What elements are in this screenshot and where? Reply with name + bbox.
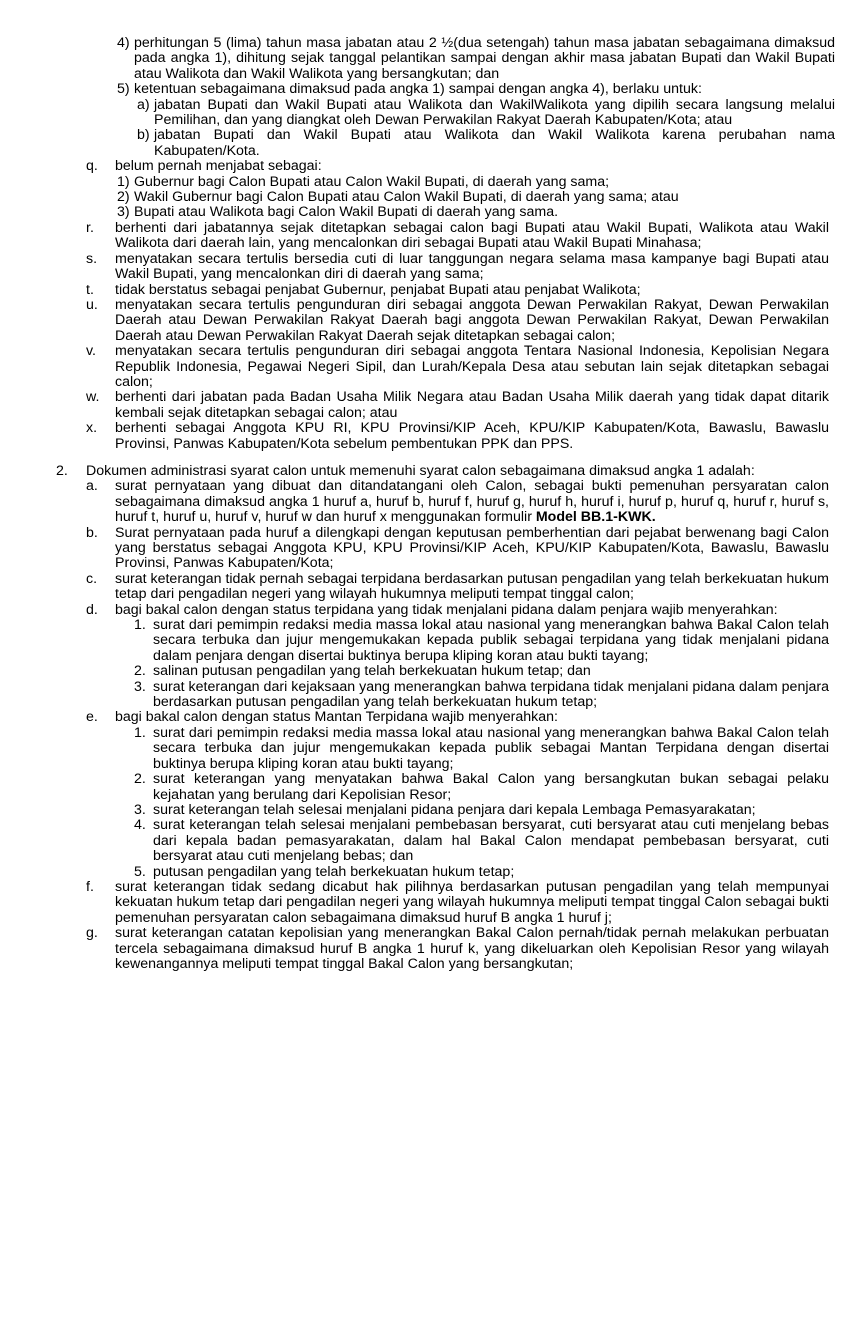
list-item [0, 618, 863, 664]
item-marker: g. [86, 925, 98, 942]
item-marker: v. [86, 343, 96, 360]
item-text: Bupati atau Walikota bagi Calon Wakil Bupati di daerah yang sama. [134, 204, 559, 221]
list-item [0, 680, 863, 711]
list-item [0, 98, 863, 129]
item-text: surat keterangan dari kejaksaan yang menerangkan bahwa terpidana tidak menjalani pidana dalam penjara berdasarkan putusan pengadilan yang telah berkekuatan hukum tetap; [153, 678, 829, 711]
item-marker: b) [137, 127, 150, 144]
item-text: tidak berstatus sebagai penjabat Gubernur, penjabat Bupati atau penjabat Walikota; [115, 281, 641, 298]
list-item [0, 926, 863, 972]
item-marker: 2. [134, 663, 146, 680]
list-item [0, 479, 863, 525]
item-marker: b. [86, 524, 98, 541]
item-marker: 5) [117, 81, 130, 98]
item-text: surat dari pemimpin redaksi media massa lokal atau nasional yang menerangkan bahwa Bakal Calon telah secara terbuka dan jujur mengemukakan kepada publik sebagai terpidana yang tidak menjalani pidana dalam penjara dengan disertai buktinya berupa kliping koran atau bukti tayang; [153, 617, 829, 664]
list-item [0, 603, 863, 618]
item-text: jabatan Bupati dan Wakil Bupati atau Walikota dan Wakil Walikota karena perubahan nama Kabupaten/Kota. [154, 127, 835, 159]
item-text: bagi bakal calon dengan status terpidana yang tidak menjalani pidana dalam penjara wajib menyerahkan: [115, 601, 778, 618]
item-marker: u. [86, 296, 98, 313]
list-item [0, 252, 863, 283]
item-marker: d. [86, 601, 98, 618]
item-text: surat keterangan telah selesai menjalani pembebasan bersyarat, cuti bersyarat atau cuti menjelang bebas dari kepala badan pemasyarakatan, dalam hal Bakal Calon mendapat pembebasan bersyarat, cuti bersyarat atau cuti menjelang bebas; dan [153, 817, 829, 865]
list-item [0, 865, 863, 880]
list-item [0, 464, 863, 479]
item-marker: 2. [56, 462, 68, 479]
item-text: ketentuan sebagaimana dimaksud pada angka 1) sampai dengan angka 4), berlaku untuk: [134, 81, 702, 98]
item-marker: 5. [134, 863, 146, 880]
list-item [0, 221, 863, 252]
list-item [0, 175, 863, 190]
list-item [0, 803, 863, 818]
item-text: menyatakan secara tertulis bersedia cuti di luar tanggungan negara selama masa kampanye bagi Bupati atau Wakil Bupati, yang mencalonkan diri di daerah yang sama; [115, 250, 829, 283]
item-text: surat keterangan tidak pernah sebagai terpidana berdasarkan putusan pengadilan yang telah berkekuatan hukum tetap dari pengadilan negeri yang wilayah hukumnya meliputi tempat tinggal calon; [115, 570, 829, 603]
item-text: surat keterangan catatan kepolisian yang menerangkan Bakal Calon pernah/tidak pernah melakukan perbuatan tercela sebagaimana dimaksud huruf B angka 1 huruf k, yang dikeluarkan oleh Kepolisian Resor yang wilayah kewenangannya meliputi tempat tinggal Bakal Calon yang bersangkutan; [115, 925, 829, 972]
list-item [0, 726, 863, 772]
document-page [0, 36, 863, 972]
list-item [0, 190, 863, 205]
list-item [0, 205, 863, 220]
form-model-name: Model BB.1-KWK. [535, 509, 656, 526]
item-marker: q. [86, 158, 98, 175]
item-marker: x. [86, 420, 98, 437]
list-item [0, 818, 863, 864]
item-marker: f. [86, 878, 94, 895]
item-text-body: surat pernyataan yang dibuat dan ditandatangani oleh Calon, sebagai bukti pemenuhan persyaratan calon sebagaimana dimaksud angka 1 huruf a, huruf b, huruf f, huruf g, huruf h, huruf i, huruf p, huruf q, huruf r, huruf s, huruf t, huruf u, huruf v, huruf w dan huruf x menggunakan formulir [115, 478, 829, 526]
item-text: perhitungan 5 (lima) tahun masa jabatan atau 2 ½(dua setengah) tahun masa jabatan sebagaimana dimaksud pada angka 1), dihitung sejak tanggal pelantikan sampai dengan akhir masa jabatan Bupati dan Wakil Bupati atau Walikota dan Wakil Walikota yang bersangkutan; dan [134, 35, 835, 82]
list-item [0, 710, 863, 725]
item-text: menyatakan secara tertulis pengunduran diri sebagai anggota Dewan Perwakilan Rakyat, Dewan Perwakilan Daerah atau Dewan Perwakilan Rakyat Daerah bagi anggota Dewan Perwakilan Rakyat, Dewan Perwakilan Daerah atau Dewan Perwakilan Rakyat Daerah sejak ditetapkan sebagai calon; [115, 296, 829, 344]
list-item [0, 664, 863, 679]
item-marker: r. [86, 219, 94, 236]
item-marker: e. [86, 709, 98, 726]
list-item [0, 159, 863, 174]
item-marker: 1) [117, 173, 130, 190]
list-item [0, 772, 863, 803]
item-text: berhenti dari jabatannya sejak ditetapkan sebagai calon bagi Bupati atau Wakil Bupati, Walikota atau Wakil Walikota dari daerah lain, yang mencalonkan diri sebagai Bupati atau Wakil Bupati Minahasa; [115, 219, 829, 252]
list-item [0, 344, 863, 390]
item-marker: s. [86, 250, 98, 267]
list-item [0, 128, 863, 159]
list-item [0, 36, 863, 82]
item-marker: 3. [134, 801, 146, 818]
item-text: berhenti dari jabatan pada Badan Usaha Milik Negara atau Badan Usaha Milik daerah yang tidak dapat ditarik kembali sejak ditetapkan sebagai calon; atau [115, 389, 829, 421]
item-marker: 4) [117, 35, 130, 51]
item-marker: 1. [134, 724, 146, 741]
list-item [0, 572, 863, 603]
list-item [0, 880, 863, 926]
item-marker: c. [86, 570, 98, 587]
item-text: surat keterangan telah selesai menjalani pidana penjara dari kepala Lembaga Pemasyarakatan; [153, 801, 756, 818]
list-item [0, 82, 863, 97]
item-text: Surat pernyataan pada huruf a dilengkapi dengan keputusan pemberhentian dari pejabat berwenang bagi Calon yang berstatus sebagai Anggota KPU, KPU Provinsi/KIP Aceh, KPU/KIP Kabupaten/Kota, Bawaslu, Bawaslu Provinsi, Panwas Kabupaten/Kota; [115, 524, 829, 572]
item-marker: 3. [134, 678, 146, 695]
item-text: surat keterangan yang menyatakan bahwa Bakal Calon yang bersangkutan bukan sebagai pelaku kejahatan yang berulang dari Kepolisian Resor; [153, 771, 829, 803]
item-marker: t. [86, 281, 94, 298]
item-marker: w. [86, 389, 100, 406]
item-text: belum pernah menjabat sebagai: [115, 158, 322, 175]
list-item [0, 421, 863, 452]
item-text: Gubernur bagi Calon Bupati atau Calon Wakil Bupati, di daerah yang sama; [134, 173, 610, 190]
item-text: menyatakan secara tertulis pengunduran diri sebagai anggota Tentara Nasional Indonesia, Kepolisian Negara Republik Indonesia, Pegawai Negeri Sipil, dan Lurah/Kepala Desa atau sebutan lain sejak ditetapkan sebagai calon; [115, 343, 829, 390]
item-marker: 3) [117, 204, 130, 221]
item-text: putusan pengadilan yang telah berkekuatan hukum tetap; [153, 863, 515, 880]
item-text: salinan putusan pengadilan yang telah berkekuatan hukum tetap; dan [153, 663, 591, 680]
item-text: berhenti sebagai Anggota KPU RI, KPU Provinsi/KIP Aceh, KPU/KIP Kabupaten/Kota, Bawaslu, Bawaslu Provinsi, Panwas Kabupaten/Kota sebelum pembentukan PPK dan PPS. [115, 420, 829, 452]
item-text: bagi bakal calon dengan status Mantan Terpidana wajib menyerahkan: [115, 709, 558, 726]
list-item [0, 298, 863, 344]
item-marker: a. [86, 478, 98, 495]
list-item [0, 283, 863, 298]
item-text: surat keterangan tidak sedang dicabut hak pilihnya berdasarkan putusan pengadilan yang telah mempunyai kekuatan hukum tetap dari pengadilan negeri yang wilayah hukumnya meliputi tempat tinggal Calon sebagai bukti pemenuhan persyaratan calon sebagaimana dimaksud huruf B angka 1 huruf j; [115, 878, 829, 926]
list-item [0, 526, 863, 572]
item-text: Wakil Gubernur bagi Calon Bupati atau Calon Wakil Bupati, di daerah yang sama; atau [134, 189, 679, 206]
item-text: jabatan Bupati dan Wakil Bupati atau Walikota dan WakilWalikota yang dipilih secara langsung melalui Pemilihan, dan yang diangkat oleh Dewan Perwakilan Rakyat Daerah Kabupaten/Kota; atau [154, 96, 835, 129]
item-marker: 4. [134, 817, 146, 834]
item-marker: 2. [134, 771, 146, 788]
list-item [0, 390, 863, 421]
item-marker: a) [137, 96, 150, 113]
item-text [115, 479, 829, 525]
item-marker: 2) [117, 189, 130, 206]
item-text: Dokumen administrasi syarat calon untuk memenuhi syarat calon sebagaimana dimaksud angka 1 adalah: [86, 462, 755, 479]
item-text: surat dari pemimpin redaksi media massa lokal atau nasional yang menerangkan bahwa Bakal Calon telah secara terbuka dan jujur mengemukakan kepada publik sebagai Mantan Terpidana dengan disertai buktinya berupa kliping koran atau bukti tayang; [153, 724, 829, 772]
item-marker: 1. [134, 617, 146, 634]
